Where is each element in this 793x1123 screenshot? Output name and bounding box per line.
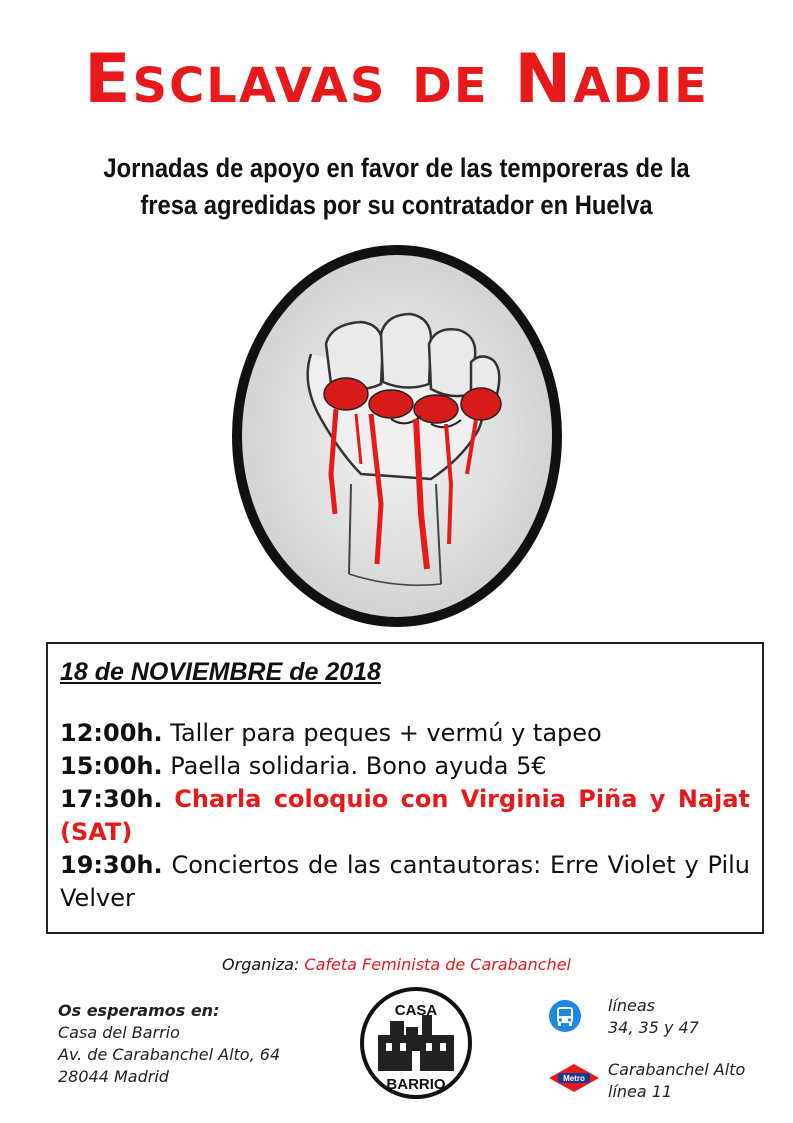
casa-del-barrio-logo [356,985,476,1103]
event-description: Conciertos de las cantautoras: Erre Violet y Pilu Velver [60,851,750,912]
address-line: Casa del Barrio [58,1023,180,1042]
metro-icon [548,1063,600,1093]
event-time: 15:00h. [60,752,163,780]
event-time: 12:00h. [60,719,163,747]
address-line: 28044 Madrid [58,1067,169,1086]
metro-badge-text: Metro [563,1074,585,1083]
organizer-label: Organiza: [222,955,300,974]
event-item [60,750,750,783]
raised-fist-emblem [231,244,564,629]
event-description: Taller para peques + vermú y tapeo [170,719,602,747]
bus-lines-label: líneas [608,996,656,1015]
logo-top-text: CASA [394,1002,438,1019]
metro-info [548,1059,778,1119]
event-description: Charla coloquio con Virginia Piña y Najat (SAT) [60,785,750,846]
event-item [60,849,750,915]
event-date: 18 de NOVIEMBRE de 2018 [60,658,381,686]
bus-icon [548,999,582,1033]
organizer-line [0,955,793,974]
event-item [60,783,750,849]
poster-title: Esclavas de Nadie [84,40,709,119]
metro-line: línea 11 [608,1082,673,1101]
event-info-box [46,642,764,934]
fist-illustration [231,244,564,629]
venue-address [58,1000,280,1088]
event-time: 17:30h. [60,785,163,813]
subtitle-line-2: fresa agredidas por su contratador en Huelva [140,190,653,220]
bus-info [548,995,778,1055]
logo-bottom-text: BARRIO [386,1076,446,1093]
subtitle-line-1: Jornadas de apoyo en favor de las temporeras de la [103,153,690,183]
metro-station: Carabanchel Alto [608,1060,746,1079]
event-item [60,717,750,750]
bus-lines-numbers: 34, 35 y 47 [608,1018,699,1037]
poster-subtitle [83,150,710,224]
address-line: Av. de Carabanchel Alto, 64 [58,1045,281,1064]
event-description: Paella solidaria. Bono ayuda 5€ [170,752,547,780]
transport-info [548,995,778,1123]
house-logo-icon [356,985,476,1103]
organizer-name: Cafeta Feminista de Carabanchel [304,955,571,974]
event-time: 19:30h. [60,851,163,879]
address-heading: Os esperamos en: [58,1001,220,1020]
